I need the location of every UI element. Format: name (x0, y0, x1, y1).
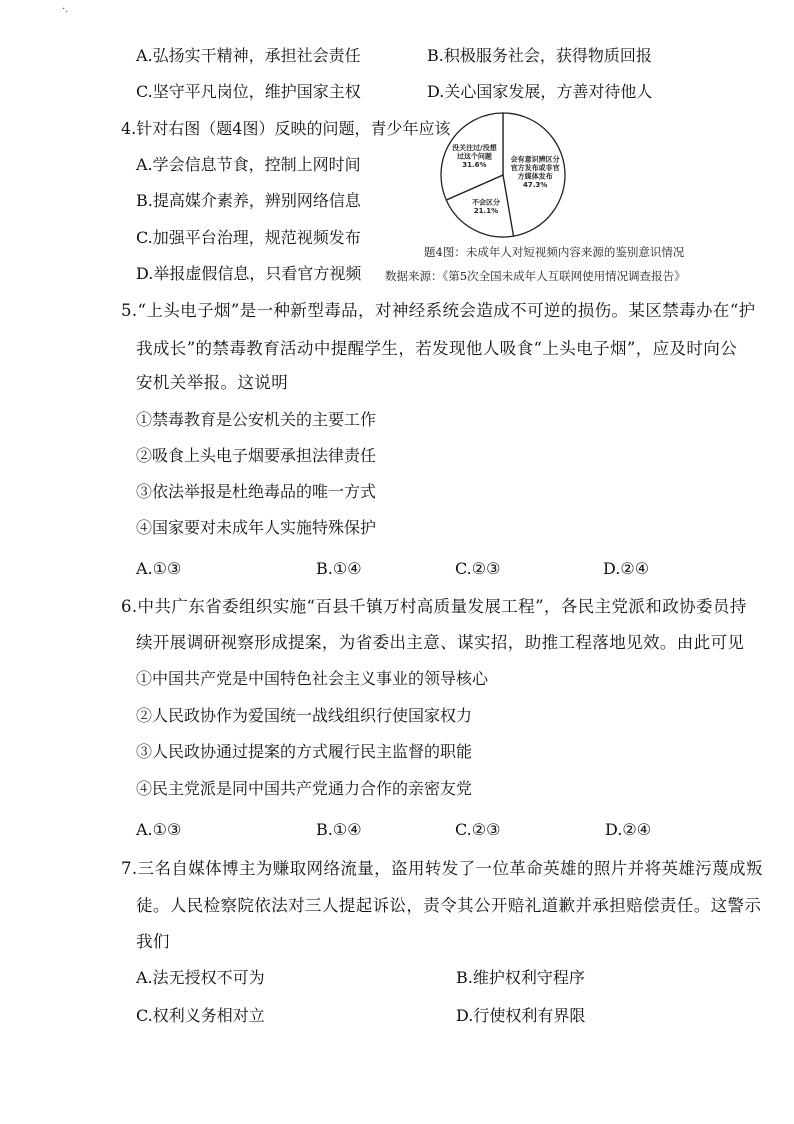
q6-item-1: ①中国共产党是中国特色社会主义事业的领导核心 (136, 669, 489, 688)
pie-slice-label-1: 方媒体发布 (517, 172, 553, 181)
pie-slice-label-3: 没关注过/没想 (452, 143, 497, 152)
q5-item-1: ①禁毒教育是公安机关的主要工作 (136, 410, 377, 429)
q5-stem-line-3: 安机关举报。这说明 (136, 373, 289, 392)
q5-stem-line-1: 5.“上头电子烟”是一种新型毒品，对神经系统会造成不可逆的损伤。某区禁毒办在“护 (121, 301, 756, 320)
q7-stem-line-3: 我们 (136, 932, 170, 951)
q4-option-a: A.学会信息节食，控制上网时间 (136, 155, 361, 174)
q7-stem-line-1: 7.三名自媒体博主为赚取网络流量，盗用转发了一位革命英雄的照片并将英雄污蔑成叛 (121, 859, 763, 878)
corner-mark: ·. (62, 4, 69, 15)
pie-slice-label-2: 不会区分 (471, 198, 500, 207)
q6-stem-line-2: 续开展调研视察形成提案，为省委出主意、谋实招，助推工程落地见效。由此可见 (136, 633, 745, 652)
q4-option-d: D.举报虚假信息，只看官方视频 (136, 264, 362, 283)
pie-chart (438, 110, 568, 240)
q6-stem-line-1: 6.中共广东省委组织实施“百县千镇万村高质量发展工程”，各民主党派和政协委员持 (121, 597, 747, 616)
q4-stem: 4.针对右图（题4图）反映的问题，青少年应该 (121, 119, 451, 138)
q3-option-c: C.坚守平凡岗位，维护国家主权 (136, 82, 361, 101)
q5-option-d: D.②④ (603, 559, 650, 578)
q3-option-d: D.关心国家发展，方善对待他人 (427, 82, 653, 101)
q7-stem-line-2: 徒。人民检察院依法对三人提起诉讼，责令其公开赔礼道歉并承担赔偿责任。这警示 (136, 896, 762, 915)
pie-value-label-2: 21.1% (473, 206, 499, 215)
q7-option-c: C.权利义务相对立 (136, 1006, 265, 1025)
q6-option-b: B.①④ (316, 820, 362, 839)
q5-item-2: ②吸食上头电子烟要承担法律责任 (136, 446, 377, 465)
q5-option-c: C.②③ (455, 559, 501, 578)
q6-option-c: C.②③ (455, 820, 501, 839)
q6-item-4: ④民主党派是同中国共产党通力合作的亲密友党 (136, 779, 473, 798)
q5-item-3: ③依法举报是杜绝毒品的唯一方式 (136, 482, 377, 501)
chart-caption: 题4图：未成年人对短视频内容来源的鉴别意识情况 (424, 245, 685, 259)
pie-slice-label-3: 过这个问题 (456, 152, 492, 161)
q6-option-a: A.①③ (136, 820, 182, 839)
q3-option-b: B.积极服务社会，获得物质回报 (427, 46, 652, 65)
q4-option-b: B.提高媒介素养，辨别网络信息 (136, 191, 361, 210)
q5-option-a: A.①③ (136, 559, 182, 578)
q6-option-d: D.②④ (605, 820, 652, 839)
q5-item-4: ④国家要对未成年人实施特殊保护 (136, 518, 377, 537)
q5-option-b: B.①④ (316, 559, 362, 578)
q6-item-3: ③人民政协通过提案的方式履行民主监督的职能 (136, 742, 473, 761)
q3-option-a: A.弘扬实干精神，承担社会责任 (136, 46, 361, 65)
q7-option-d: D.行使权利有界限 (456, 1006, 586, 1025)
q7-option-a: A.法无授权不可为 (136, 968, 265, 987)
q5-stem-line-2: 我成长”的禁毒教育活动中提醒学生，若发现他人吸食“上头电子烟”，应及时向公 (136, 339, 738, 358)
q6-item-2: ②人民政协作为爱国统一战线组织行使国家权力 (136, 706, 473, 725)
q4-option-c: C.加强平台治理，规范视频发布 (136, 228, 361, 247)
pie-value-label-3: 31.6% (462, 160, 487, 169)
chart-source: 数据来源：《第5次全国未成年人互联网使用情况调查报告》 (385, 269, 686, 283)
pie-slice-label-1: 官方发布或非官 (510, 164, 560, 173)
q7-option-b: B.维护权利守程序 (456, 968, 585, 987)
pie-slice-label-1: 会有意识辨区分 (510, 155, 560, 164)
pie-value-label-1: 47.3% (522, 181, 548, 190)
